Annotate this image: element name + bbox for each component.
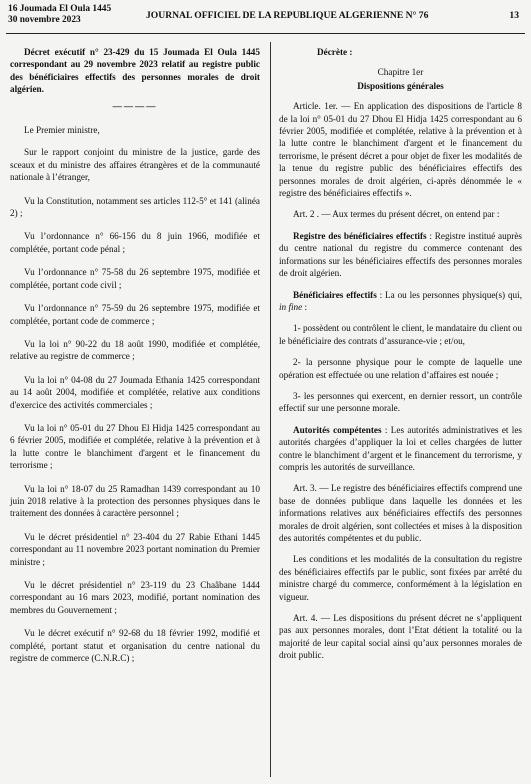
right-column bbox=[279, 46, 522, 662]
column-divider bbox=[270, 42, 271, 777]
article-3-paragraph-2: Les conditions et les modalités de la consultation du registre des bénéficiaires effectifs par le public, sont fixées par arrêté du ministre chargé du commerce, conformément à la législation en vigueur. bbox=[279, 554, 522, 602]
header-date-hijri: 16 Joumada El Oula 1445 bbox=[8, 4, 112, 14]
rapport-paragraph: Sur le rapport conjoint du ministre de la justice, garde des sceaux et du ministre des affaires étrangères et de la communauté nationale à l’étranger, bbox=[10, 147, 260, 183]
definition-text: : Registre institué auprès du centre national du registre du commerce contenant des informations sur les bénéficiaires effectifs des personnes morales de droit algérien. bbox=[279, 230, 522, 279]
vu-paragraph: Vu la loi n° 90-22 du 18 août 1990, modifiée et complétée, relative au registre de commerce ; bbox=[10, 338, 260, 362]
definition-text-end: : bbox=[302, 301, 308, 312]
section-heading: Dispositions générales bbox=[357, 80, 444, 91]
separator: ———— bbox=[112, 100, 158, 111]
vu-paragraph: Vu l’ordonnance n° 66-156 du 8 juin 1966, modifiée et complétée, portant code pénal ; bbox=[10, 231, 260, 254]
article-3: Art. 3. — Le registre des bénéficiaires effectifs comprend une base de données publique dans laquelle les données et les informations relatives aux bénéficiaires effectifs des personnes morales de droit algérien, sont collectées et mises à la disposition des autorités compétentes et du public. bbox=[279, 483, 522, 543]
header-date bbox=[8, 4, 111, 26]
article-2: Art. 2 . — Aux termes du présent décret, on entend par : bbox=[293, 209, 500, 220]
definition-beneficiaires bbox=[279, 289, 522, 314]
definition-text: : La ou les personnes physique(s) qui, bbox=[376, 289, 522, 300]
definition-text: : Les autorités administratives et les autorités chargées d’appliquer la loi et celles chargées de lutter contre le blanchiment d’argent et le financement du terrorisme, y compris les autorités de surveillance. bbox=[279, 424, 522, 472]
vu-paragraph: Vu le décret présidentiel n° 23-119 du 23 Chaâbane 1444 correspondant au 16 mars 2023, modifié, portant nomination des membres du Gouvernement ; bbox=[10, 580, 260, 615]
vu-paragraph: Vu la loi n° 04-08 du 27 Joumada Ethania 1425 correspondant au 14 août 2004, modifiée et complétée, relative aux conditions d'exercice des activités commerciales ; bbox=[10, 374, 260, 410]
decree-title: Décret exécutif n° 23-429 du 15 Joumada El Oula 1445 correspondant au 29 novembre 2023 relatif au registre public des bénéficiaires effectifs des personnes morales de droit algérien. bbox=[10, 47, 260, 95]
page-number: 13 bbox=[509, 10, 519, 21]
list-item: 3- les personnes qui exercent, en dernier ressort, un contrôle effectif sur une personne morale. bbox=[279, 390, 522, 414]
page-header bbox=[6, 2, 525, 34]
definition-term: Autorités compétentes bbox=[293, 424, 382, 435]
left-column bbox=[10, 46, 260, 664]
definition-italic: in fine bbox=[279, 301, 303, 312]
header-date-gregorian: 30 novembre 2023 bbox=[8, 15, 81, 25]
article-4: Art. 4. — Les dispositions du présent décret ne s’appliquent pas aux personnes morales, dont l’Etat détient la totalité ou la majorité de leur capital social ainsi qu’aux personnes morales de droit public. bbox=[279, 613, 522, 661]
definition-registre bbox=[279, 230, 522, 280]
vu-paragraph: Vu la loi n° 18-07 du 25 Ramadhan 1439 correspondant au 10 juin 2018 relative à la protection des personnes physiques dans le traitement des données à caractère personnel ; bbox=[10, 483, 260, 519]
journal-title: JOURNAL OFFICIEL DE LA REPUBLIQUE ALGERIENNE N° 76 bbox=[146, 10, 429, 21]
vu-paragraph: Vu l’ordonnance n° 75-58 du 26 septembre 1975, modifiée et complétée, portant code civil ; bbox=[10, 267, 260, 290]
definition-term: Bénéficiaires effectifs bbox=[293, 289, 377, 300]
vu-paragraph: Vu la loi n° 05-01 du 27 Dhou El Hidja 1425 correspondant au 6 février 2005, modifiée et complétée, relative à la prévention et à la lutte contre le blanchiment d'argent et le financement du terrorisme ; bbox=[10, 422, 260, 471]
premier-ministre: Le Premier ministre, bbox=[24, 125, 100, 136]
list-item: 2- la personne physique pour le compte de laquelle une opération est effectuée ou une relation d’affaires est nouée ; bbox=[279, 357, 522, 380]
definition-term: Registre des bénéficiaires effectifs bbox=[293, 230, 427, 241]
decrete-heading: Décrète : bbox=[317, 47, 353, 57]
chapter-heading: Chapitre 1er bbox=[377, 67, 424, 78]
vu-paragraph: Vu le décret présidentiel n° 23-404 du 27 Rabie Ethani 1445 correspondant au 11 novembre 2023 portant nomination du Premier ministre ; bbox=[10, 531, 260, 567]
article-1: Article. 1er. — En application des dispositions de l'article 8 de la loi n° 05-01 du 27 Dhou El Hidja 1425 correspondant au 6 février 2005, modifiée et complétée, relative à la prévention et à la lutte contre le blanchiment d'argent et le financement du terrorisme, le présent décret a pour objet de fixer les modalités de la tenue du registre public des bénéficiaires effectifs des personnes morales de droit algérien, ci-après dénommée le « registre des bénéficiaires effectifs ». bbox=[279, 101, 522, 199]
vu-paragraph: Vu le décret exécutif n° 92-68 du 18 février 1992, modifié et complété, portant statut et organisation du centre national du registre de commerce (C.N.R.C) ; bbox=[10, 628, 260, 664]
vu-paragraph: Vu la Constitution, notamment ses articles 112-5° et 141 (alinéa 2) ; bbox=[10, 195, 260, 219]
definition-autorites bbox=[279, 424, 522, 474]
vu-paragraph: Vu l’ordonnance n° 75-59 du 26 septembre 1975, modifiée et complétée, portant code de commerce ; bbox=[10, 303, 260, 326]
list-item: 1- possèdent ou contrôlent le client, le mandataire du client ou le bénéficiaire des contrats d’assurance-vie ; et/ou, bbox=[279, 323, 522, 346]
